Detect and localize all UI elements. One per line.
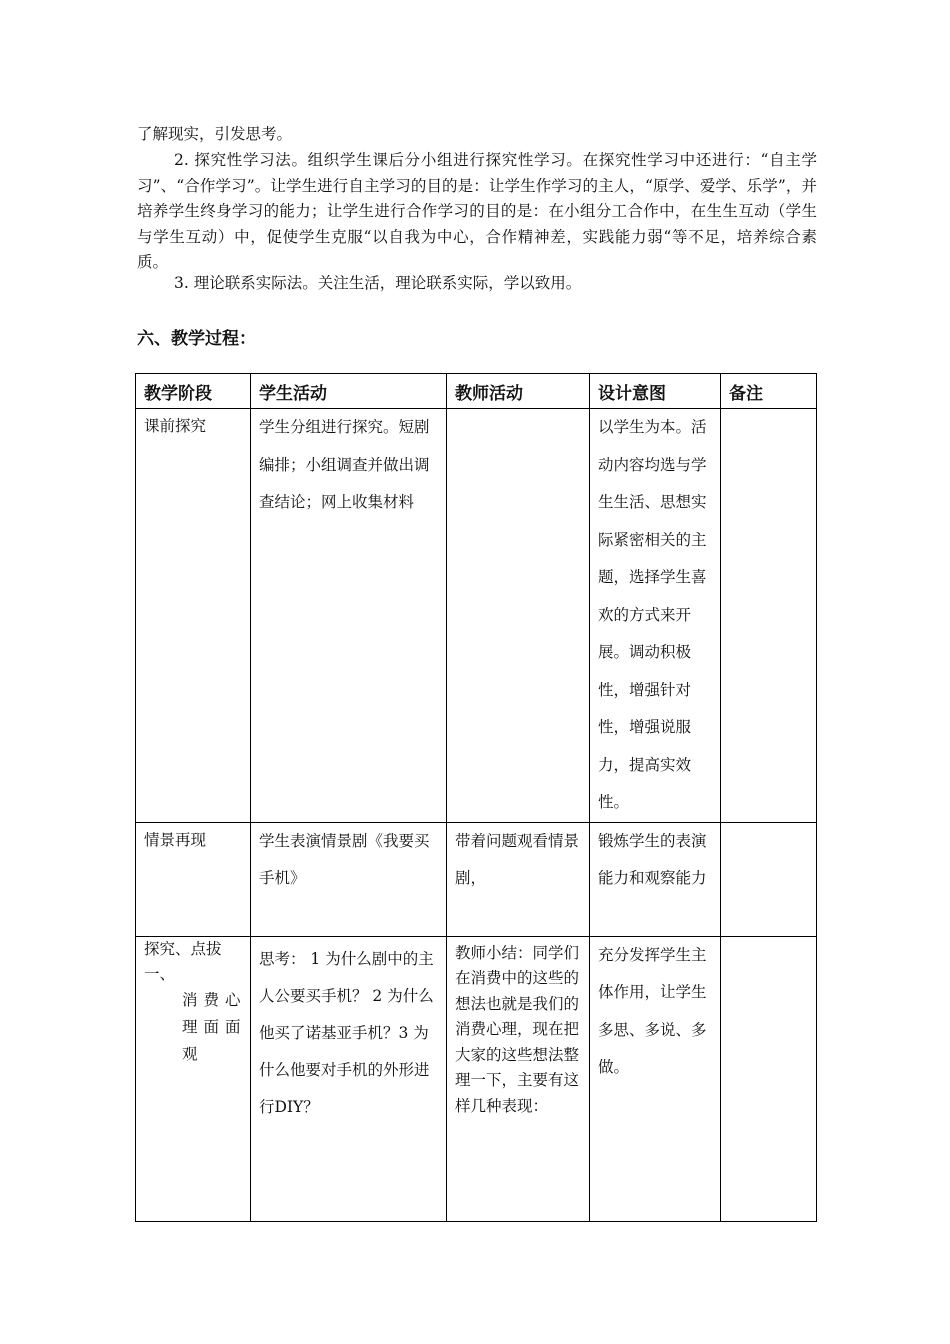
cell-teacher: 教师小结：同学们在消费中的这些的想法也就是我们的消费心理，现在把大家的这些想法整理一下，主要有这样几种表现： bbox=[447, 936, 590, 1221]
cell-note bbox=[721, 409, 817, 823]
intro-line-prev: 了解现实，引发思考。 bbox=[137, 125, 293, 143]
cell-design: 充分发挥学生主体作用，让学生多思、多说、多做。 bbox=[590, 936, 721, 1221]
header-design: 设计意图 bbox=[590, 374, 721, 409]
cell-note bbox=[721, 936, 817, 1221]
cell-stage: 课前探究 bbox=[136, 409, 251, 823]
cell-teacher: 带着问题观看情景剧， bbox=[447, 822, 590, 936]
stage-sub-label: 消费心理面面观 bbox=[182, 990, 247, 1063]
cell-stage bbox=[136, 936, 251, 1221]
table-header-row bbox=[136, 374, 817, 409]
header-stage: 教学阶段 bbox=[136, 374, 251, 409]
cell-student: 思考： 1 为什么剧中的主人公要买手机？ 2 为什么他买了诺基亚手机？3 为什么他要对手机的外形进行DIY？ bbox=[251, 936, 447, 1221]
table-row bbox=[136, 409, 817, 823]
cell-student: 学生表演情景剧《我要买手机》 bbox=[251, 822, 447, 936]
table-row bbox=[136, 822, 817, 936]
section-heading: 六、教学过程： bbox=[137, 329, 256, 349]
header-student: 学生活动 bbox=[251, 374, 447, 409]
cell-note bbox=[721, 822, 817, 936]
cell-design: 锻炼学生的表演能力和观察能力 bbox=[590, 822, 721, 936]
teaching-process-table bbox=[135, 373, 817, 1222]
cell-teacher bbox=[447, 409, 590, 823]
method-item-2: 2. 探究性学习法。组织学生课后分小组进行探究性学习。在探究性学习中还进行：“自主学习”、“合作学习”。让学生进行自主学习的目的是：让学生作学习的主人，“原学、爱学、乐学”，并培养学生终身学习的能力；让学生进行合作学习的目的是：在小组分工合作中，在生生互动（学生与学生互动）中，促使学生克服“以自我为中心，合作精神差，实践能力弱“等不足，培养综合素质。 bbox=[137, 151, 817, 271]
header-teacher: 教师活动 bbox=[447, 374, 590, 409]
cell-stage: 情景再现 bbox=[136, 822, 251, 936]
header-note: 备注 bbox=[721, 374, 817, 409]
cell-design: 以学生为本。活动内容均选与学生生活、思想实际紧密相关的主题，选择学生喜欢的方式来开展。调动积极性，增强针对性，增强说服力，提高实效性。 bbox=[590, 409, 721, 823]
table-row bbox=[136, 936, 817, 1221]
method-item-3: 3. 理论联系实际法。关注生活，理论联系实际，学以致用。 bbox=[174, 274, 582, 292]
cell-student: 学生分组进行探究。短剧编排；小组调查并做出调查结论；网上收集材料 bbox=[251, 409, 447, 823]
stage-label: 探究、点拔一、 bbox=[144, 939, 222, 983]
